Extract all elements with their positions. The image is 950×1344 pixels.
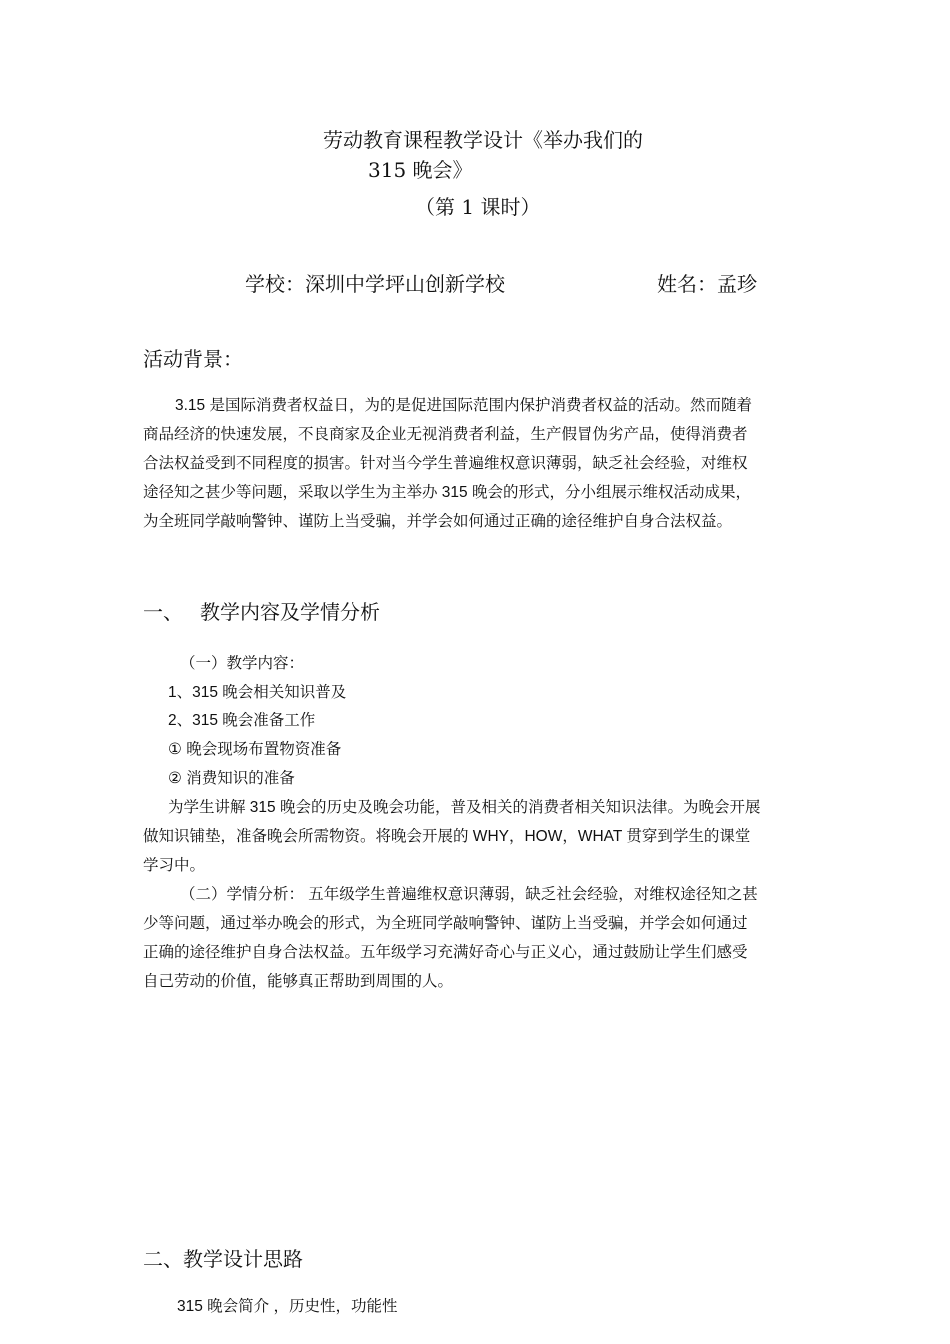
list-item: 1、315 晚会相关知识普及	[168, 684, 347, 701]
paragraph-line: 为学生讲解 315 晚会的历史及晚会功能，普及相关的消费者相关知识法律。为晚会开展	[168, 799, 761, 816]
session-label: （第 1 课时）	[415, 195, 541, 219]
background-paragraph	[143, 391, 808, 536]
section2-text: 315 晚会简介 ，历史性，功能性	[177, 1298, 398, 1315]
section1-number: 一、	[143, 600, 183, 624]
paragraph-line: 途径知之甚少等问题，采取以学生为主举办 315 晚会的形式，分小组展示维权活动成果，	[143, 484, 751, 501]
list-item: ① 晚会现场布置物资准备	[168, 741, 342, 758]
subheading-teaching-content: （一）教学内容：	[180, 655, 305, 672]
paragraph-line: 学习中。	[143, 857, 206, 874]
paragraph-line: 为全班同学敲响警钟、谨防上当受骗，并学会如何通过正确的途径维护自身合法权益。	[143, 513, 733, 530]
paragraph-line: 做知识铺垫，准备晚会所需物资。将晚会开展的 WHY，HOW，WHAT 贯穿到学生的课堂	[143, 828, 751, 845]
school-label: 学校：深圳中学坪山创新学校	[245, 272, 505, 296]
list-item: 2、315 晚会准备工作	[168, 712, 316, 729]
document-title-line2: 315 晚会》	[368, 158, 473, 182]
paragraph-line: 商品经济的快速发展，不良商家及企业无视消费者利益，生产假冒伪劣产品，使得消费者	[143, 426, 748, 443]
section2-heading: 二、教学设计思路	[143, 1247, 303, 1271]
paragraph-line: 合法权益受到不同程度的损害。针对当今学生普遍维权意识薄弱，缺乏社会经验，对维权	[143, 455, 748, 472]
document-title-line1: 劳动教育课程教学设计《举办我们的	[323, 128, 643, 152]
student-analysis-paragraph	[143, 880, 808, 996]
paragraph-line: 正确的途径维护自身合法权益。五年级学习充满好奇心与正义心，通过鼓励让学生们感受	[143, 944, 748, 961]
paragraph-line: 3.15 是国际消费者权益日，为的是促进国际范围内保护消费者权益的活动。然而随着	[175, 397, 752, 414]
background-heading: 活动背景：	[143, 347, 243, 371]
section1-heading: 教学内容及学情分析	[200, 600, 380, 624]
author-name: 姓名：孟珍	[657, 272, 757, 296]
teaching-content-paragraph	[143, 793, 808, 880]
paragraph-line: 自己劳动的价值，能够真正帮助到周围的人。	[143, 973, 454, 990]
paragraph-line: 少等问题，通过举办晚会的形式，为全班同学敲响警钟、谨防上当受骗，并学会如何通过	[143, 915, 748, 932]
list-item: ② 消费知识的准备	[168, 770, 295, 787]
paragraph-line: （二）学情分析： 五年级学生普遍维权意识薄弱，缺乏社会经验，对维权途径知之甚	[180, 886, 758, 903]
